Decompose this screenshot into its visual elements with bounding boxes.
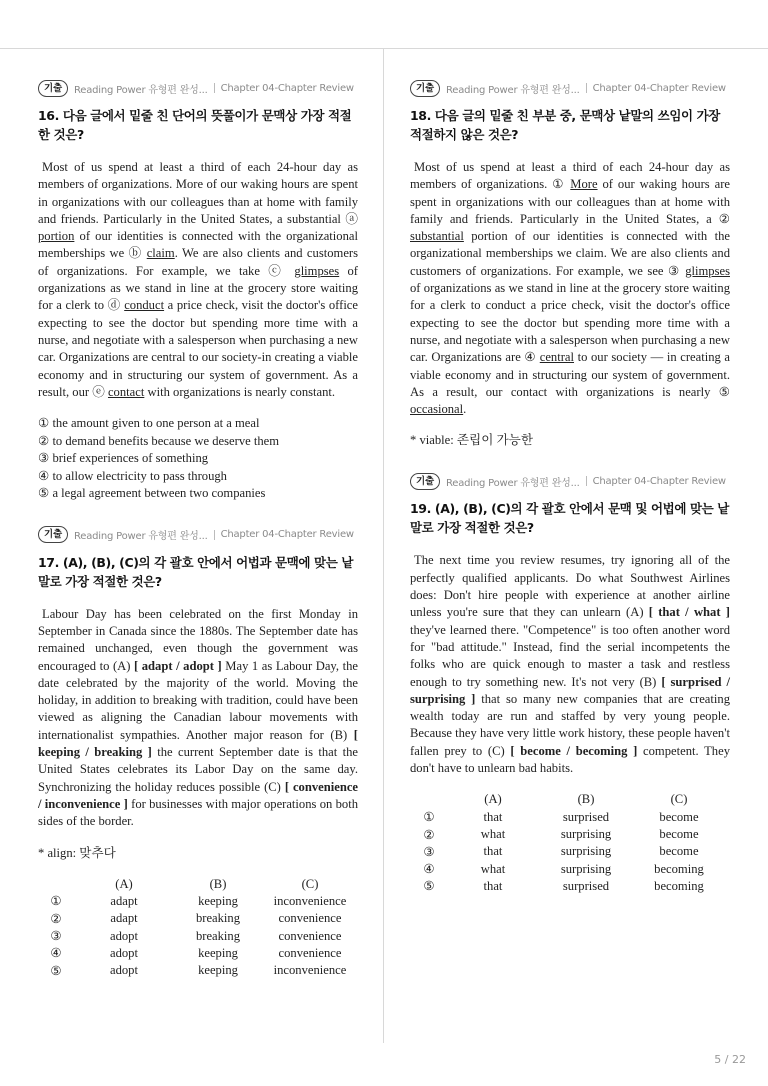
table-row: ② adapt breaking convenience (50, 911, 342, 926)
question-title: 17. (A), (B), (C)의 각 괄호 안에서 어법과 문맥에 맞는 낱말로 가장 적절한 것은? (38, 554, 354, 589)
question-17 (38, 525, 358, 980)
passage: The next time you review resumes, try ignoring all of the perfectly qualified applicants. Do what Southwest Airlines does: Don't hire people with experience at another airline unless you're sure that they can unlearn (A) [ that / what ] they've learned there. "Competence" is too often another word for "bad attitude." Instead, find the serial incompetents the folks who are quick enough to master a task and restless enough to try something new. It's not very (B) [ surprised / surprising ] that so many new companies that are creating wealth today are run and staffed by very young people. Because they have very little work history, these people haven't fallen prey to (C) [ become / becoming ] competent. They don't have to unlearn bad habits. (410, 553, 730, 776)
source-badge: 기출 (38, 80, 68, 97)
option-4: ④ to allow electricity to pass through (38, 468, 227, 483)
left-column (38, 78, 358, 979)
source-book: Reading Power 유형편 완성... (445, 84, 580, 96)
table-row: ③ that surprising become (423, 844, 699, 859)
passage: Most of us spend at least a third of each 24-hour day as members of organizations. More of our waking hours are spent in organizations with our colleagues than at home with family and friends. Particularly in the United States, a substantial ⓐ portion of our identities is connected with the organizational memberships we ⓑ claim. We are also clients and customers of organizations. For example, we take ⓒ glimpses of organizations as we stand in line at the grocery store waiting for a clerk to ⓓ conduct a price check, visit the doctor's office expecting to see the doctor but spending more time with a nurse, and negotiate with a salesperson when purchasing a new car. Organizations are central to our society-in creating a viable economy and in structuring our system of government. As a result, our ⓔ contact with organizations is nearly constant. (38, 160, 359, 399)
option-5: ⑤ a legal agreement between two companies (38, 486, 266, 501)
meta-separator (586, 83, 587, 93)
meta-separator (214, 83, 215, 93)
table-row: ① that surprised become (423, 809, 699, 825)
passage: Labour Day has been celebrated on the first Monday in September in Canada since the 1880s. The September date has remained unchanged, even though the government was encouraged to (A) [ adapt / adopt ] May 1 as Labour Day, the date celebrated by the majority of the world. Moving the holiday, in addition to breaking with tradition, could have been viewed as aligning the Canadian labour movements with internationalist sympathies. Another major reason for (B) [ keeping / breaking ] the current September date is that the United States celebrates its Labor Day on the same day. Synchronizing the holiday reduces possible (C) [ convenience / inconvenience ] for businesses with major operations on both sides of the border. (38, 606, 359, 829)
vocab-note: * align: 맞추다 (38, 845, 116, 860)
question-meta (410, 78, 730, 98)
right-column (410, 78, 730, 895)
question-meta (38, 78, 358, 98)
table-header: (A) (B) (C) (115, 876, 319, 891)
page-number: 5 / 22 (714, 1053, 746, 1066)
question-18 (410, 78, 730, 449)
meta-separator (214, 530, 215, 540)
table-row: ④ what surprising becoming (423, 861, 704, 877)
question-title: 18. 다음 글의 밑줄 친 부분 중, 문맥상 낱말의 쓰임이 가장 적절하지 않은 것은? (410, 108, 720, 142)
table-row: ③ adopt breaking convenience (50, 928, 342, 944)
question-16 (38, 78, 358, 503)
source-chapter: Chapter 04-Chapter Review (592, 475, 726, 487)
table-row: ① adapt keeping inconvenience (50, 893, 347, 909)
source-badge: 기출 (410, 80, 440, 97)
vocab-note: * viable: 존립이 가능한 (410, 433, 534, 448)
question-meta (410, 471, 730, 491)
source-book: Reading Power 유형편 완성... (73, 84, 208, 96)
option-3: ③ brief experiences of something (38, 451, 209, 466)
table-row: ④ adopt keeping convenience (50, 945, 342, 961)
table-row: ⑤ adopt keeping inconvenience (50, 963, 347, 978)
column-divider (383, 48, 384, 1043)
passage: Most of us spend at least a third of each 24-hour day as members of organizations. ① More of our waking hours are spent in organizations with our colleagues than at home with family and friends. Particularly in the United States, a ② substantial portion of our identities is connected with the organizational memberships we claim. We are also clients and customers of organizations. For example, we see ③ glimpses of organizations as we stand in line at the grocery store waiting for a clerk to conduct a price check, visit the doctor's office expecting to see the doctor but spending more time with a nurse, and negotiate with a salesperson when purchasing a new car. Organizations are ④ central to our society — in creating a viable economy and in structuring our system of government. As a result, our contact with organizations is nearly ⑤ occasional. (410, 160, 730, 417)
answer-table (38, 876, 358, 980)
question-19 (410, 471, 730, 895)
answer-table (410, 791, 724, 895)
source-badge: 기출 (38, 526, 68, 543)
answer-options (38, 415, 358, 503)
source-chapter: Chapter 04-Chapter Review (592, 82, 726, 94)
option-1: ① the amount given to one person at a meal (38, 416, 260, 431)
option-2: ② to demand benefits because we deserve them (38, 433, 280, 448)
meta-separator (586, 476, 587, 486)
source-chapter: Chapter 04-Chapter Review (220, 529, 354, 541)
table-row: ⑤ that surprised becoming (423, 878, 704, 894)
table-header: (A) (B) (C) (484, 792, 688, 807)
question-meta (38, 525, 358, 545)
source-book: Reading Power 유형편 완성... (73, 531, 208, 543)
source-chapter: Chapter 04-Chapter Review (220, 82, 354, 94)
question-title: 16. 다음 글에서 밑줄 친 단어의 뜻풀이가 문맥상 가장 적절한 것은? (38, 108, 352, 142)
source-book: Reading Power 유형편 완성... (445, 477, 580, 489)
header-divider (0, 48, 768, 49)
source-badge: 기출 (410, 473, 440, 490)
question-title: 19. (A), (B), (C)의 각 괄호 안에서 문맥 및 어법에 맞는 낱말로 가장 적절한 것은? (410, 501, 729, 536)
table-row: ② what surprising become (423, 827, 699, 842)
